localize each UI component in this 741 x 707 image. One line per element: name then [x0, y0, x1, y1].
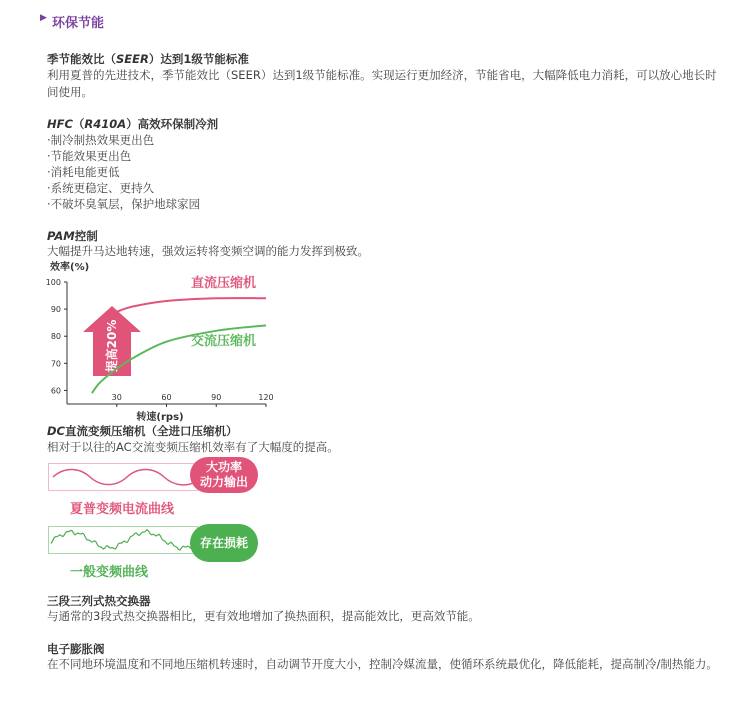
- y-tick-label: 60: [50, 386, 61, 396]
- y-tick-label: 90: [50, 305, 61, 315]
- hfc-item: ·系统更稳定、更持久: [47, 181, 155, 195]
- seer-heading-em: SEER: [116, 52, 149, 66]
- hfc-heading-em: HFC: [47, 117, 73, 131]
- hfc-item: ·不破坏臭氧层，保护地球家园: [47, 197, 201, 211]
- section-title-text: 环保节能: [52, 16, 105, 31]
- chart-ylabel: 效率(%): [50, 262, 90, 273]
- hfc-item: ·节能效果更出色: [47, 149, 132, 163]
- y-ticks: [46, 278, 67, 395]
- hfc-heading-post: ）高效环保制冷剂: [126, 117, 219, 131]
- chart-xlabel: 转速(rps): [136, 412, 184, 423]
- x-tick-label: 90: [211, 393, 222, 402]
- valve-heading: 电子膨胀阀: [47, 642, 105, 656]
- loss-badge: 存在损耗: [190, 524, 258, 562]
- pam-heading-em: PAM: [47, 229, 75, 243]
- seer-body: 利用夏普的先进技术，季节能效比（SEER）达到1级节能标准。实现运行更加经济，节能省电，大幅降低电力消耗，可以放心地长时间使用。: [47, 68, 717, 99]
- y-tick-label: 70: [50, 359, 61, 369]
- hfc-heading-em2: R410A: [84, 117, 127, 131]
- y-tick-label: 80: [50, 332, 61, 342]
- smooth-wave-graphic: [49, 464, 197, 490]
- legend-ac: 交流压缩机: [191, 334, 257, 349]
- noisy-wave-graphic: [49, 527, 197, 553]
- x-ticks: [112, 393, 274, 407]
- seer-heading-post: ）达到1级节能标准: [148, 52, 249, 66]
- exchanger-body: 与通常的3段式热交换器相比，更有效地增加了换热面积，提高能效比，更高效节能。: [47, 609, 480, 623]
- x-tick-label: 30: [111, 393, 122, 402]
- hfc-item: ·制冷制热效果更出色: [47, 133, 155, 147]
- seer-heading: [47, 51, 249, 67]
- high-power-badge-line2: 动力输出: [199, 475, 248, 489]
- sharp-wave-box: [48, 463, 198, 491]
- y-tick-label: 100: [45, 278, 61, 287]
- x-tick-label: 60: [161, 393, 172, 402]
- section-title: [40, 12, 105, 31]
- general-wave-box: [48, 526, 198, 554]
- high-power-badge: [190, 457, 258, 493]
- x-tick-label: 120: [258, 393, 274, 402]
- sharp-wave-caption: 夏普变频电流曲线: [70, 502, 175, 517]
- legend-dc: 直流压缩机: [191, 276, 257, 291]
- high-power-badge-line1: 大功率: [205, 460, 242, 474]
- pam-heading-post: 控制: [74, 229, 98, 243]
- valve-body: 在不同地环境温度和不同地压缩机转速时，自动调节开度大小，控制冷媒流量，使循环系统最优化，降低能耗，提高制冷/制热能力。: [47, 657, 718, 671]
- dc-heading-em: DC: [47, 424, 65, 438]
- triangle-bullet-icon: ▶: [40, 13, 47, 23]
- dc-body: 相对于以往的AC交流变频压缩机效率有了大幅度的提高。: [47, 440, 339, 454]
- pam-body: 大幅提升马达地转速，强效运转将变频空调的能力发挥到极致。: [47, 244, 369, 258]
- dc-heading: [47, 423, 238, 439]
- general-wave-caption: 一般变频曲线: [70, 565, 149, 580]
- hfc-heading: [47, 116, 218, 132]
- seer-heading-pre: 季节能效比（: [47, 52, 116, 66]
- pam-heading: [47, 228, 98, 244]
- hfc-item: ·消耗电能更低: [47, 165, 120, 179]
- hfc-heading-mid: （: [72, 117, 85, 131]
- dc-heading-post: 直流变频压缩机（全进口压缩机）: [65, 424, 238, 438]
- increase-label: 提高20%: [105, 319, 119, 373]
- increase-arrow: [83, 306, 141, 376]
- exchanger-heading: 三段三列式热交换器: [47, 594, 151, 608]
